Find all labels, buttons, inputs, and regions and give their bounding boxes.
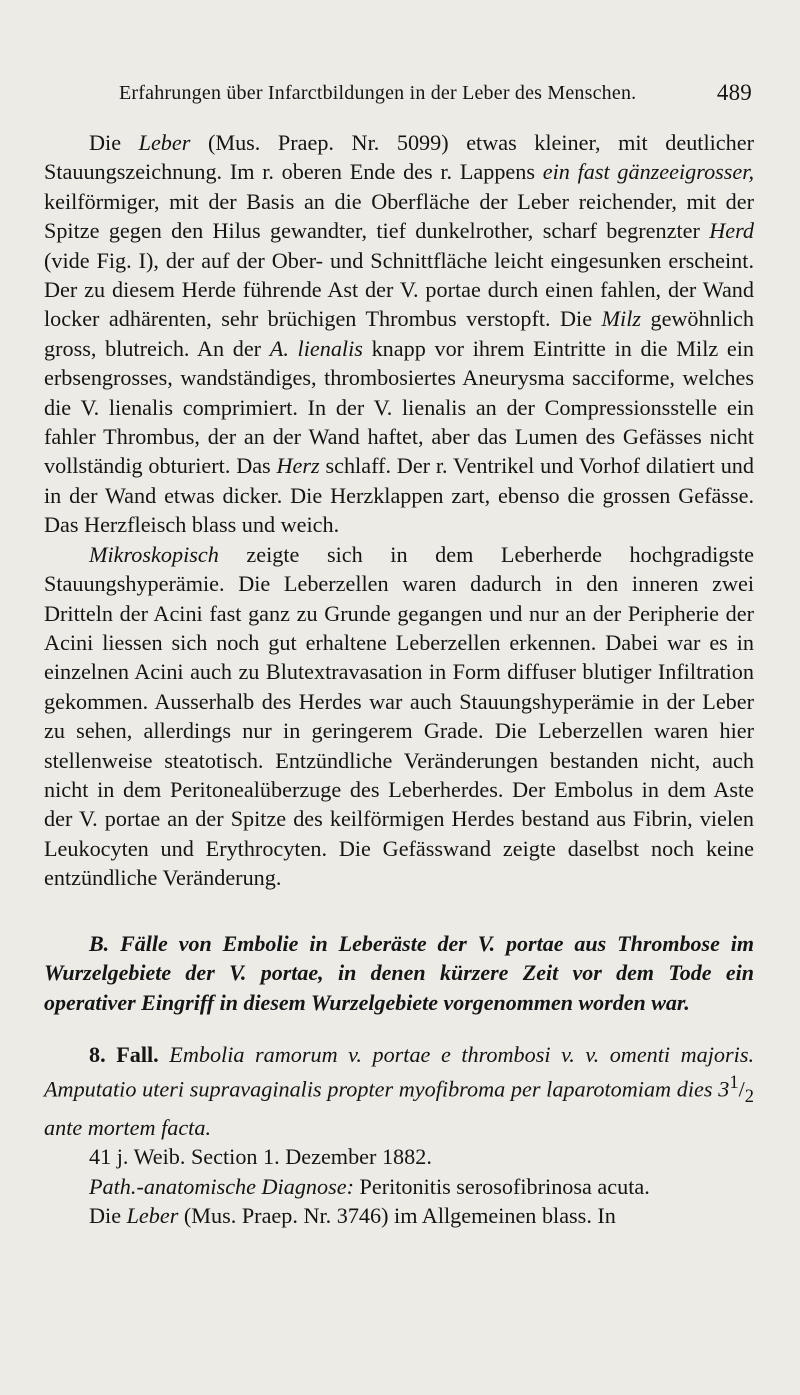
case-patient: 41 j. Weib. Section 1. Dezember 1882. xyxy=(89,1144,432,1170)
paragraph-leber: Die Leber (Mus. Praep. Nr. 5099) etwas kleiner, mit deutlicher Stauungszeichnung. Im r. oberen Ende des r. Lappens ein fast gänzeeigrosser, keilförmiger, mit der Basis an die Oberfläche der Leber reichender, mit der Spitze gegen den Hilus gewandter, tief dunkelrother, scharf begrenzter Herd (vide Fig. I), der auf der Ober- und Schnittfläche leicht eingesunken erscheint. Der zu diesem Herde führende Ast der V. portae durch einen fahlen, der Wand locker adhärenten, sehr brüchigen Thrombus verstopft. Die Milz gewöhnlich gross, blutreich. An der A. lienalis knapp vor ihrem Eintritte in die Milz ein erbsengrosses, wandständiges, thrombosiertes Aneurysma sacciforme, welches die V. lienalis comprimiert. In der V. lienalis an der Compressionsstelle ein fahler Thrombus, der an der Wand haftet, aber das Lumen des Gefässes nicht vollständig obturiert. Das Herz schlaff. Der r. Ventrikel und Vorhof dilatiert und in der Wand etwas dicker. Die Herzklappen zart, ebenso die grossen Gefässe. Das Herzfleisch blass und weich. xyxy=(44,130,754,538)
case-leber: Die Leber (Mus. Praep. Nr. 3746) im Allgemeinen blass. In xyxy=(89,1202,616,1228)
paragraph-mikroskopisch: Mikroskopisch zeigte sich in dem Leberherde hochgradigste Stauungshyperämie. Die Leberzellen waren dadurch in den inneren zwei Dritteln der Acini fast ganz zu Grunde gegangen und nur an der Peripherie der Acini liessen sich noch gut erhaltene Leberzellen erkennen. Dabei war es in einzelnen Acini auch zu Blutextravasation in Form diffuser blutiger Infiltration gekommen. Ausserhalb des Herdes war auch Stauungshyperämie in der Leber zu sehen, allerdings nur in geringerem Grade. Die Leberzellen waren hier stellenweise steatotisch. Entzündliche Veränderungen bestanden nicht, auch nicht in dem Peritonealüberzuge des Leberherdes. Der Embolus in dem Aste der V. portae an der Spitze des keilförmigen Herdes bestand aus Fibrin, vielen Leukocyten und Erythrocyten. Die Gefässwand zeigte daselbst noch keine entzündliche Veränderung. xyxy=(44,541,754,891)
section-heading: B. Fälle von Embolie in Leberäste der V. portae aus Thrombose im Wurzelgebiete der V. portae, in denen kürzere Zeit vor dem Tode ein operativer Eingriff in diesem Wurzelgebiete vorgenommen worden war. xyxy=(44,930,754,1015)
case-diagnosis: Path.-anatomische Diagnose: Peritonitis serosofibrinosa acuta. xyxy=(89,1173,650,1199)
case-entry xyxy=(44,1040,754,1230)
case-number: 8. Fall. xyxy=(89,1042,159,1068)
running-title: Erfahrungen über Infarctbildungen in der Leber des Menschen. xyxy=(119,82,637,104)
page-number: 489 xyxy=(716,80,752,105)
case-title: 8. Fall. Embolia ramorum v. portae e thrombosi v. v. omenti majoris. Amputatio uteri supravaginalis propter myofibroma per laparotomiam dies $3^1/_2$ ante mortem facta. xyxy=(44,1042,754,1140)
running-header xyxy=(44,72,754,112)
body-text xyxy=(44,128,754,893)
